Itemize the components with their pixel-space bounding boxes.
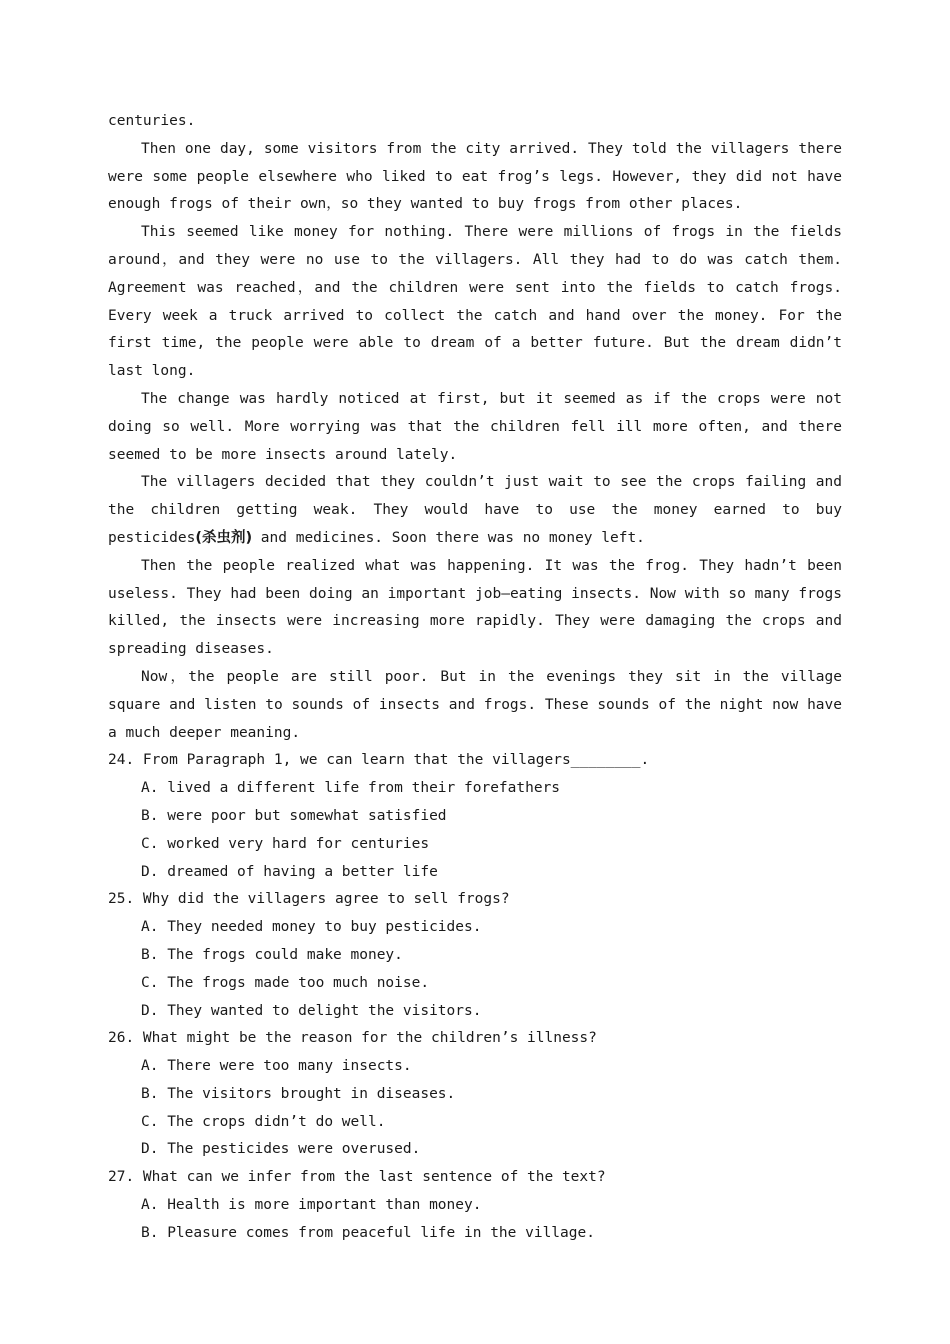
answer-option: C. The crops didn’t do well. [141, 1113, 386, 1130]
document-page [108, 108, 842, 1248]
answer-option: A. lived a different life from their forefathers [141, 780, 561, 797]
answer-option: D. dreamed of having a better life [141, 863, 438, 880]
answer-option: D. They wanted to delight the visitors. [141, 1002, 482, 1019]
question-stem: 24. From Paragraph 1, we can learn that the villagers________. [108, 752, 650, 769]
pesticide-text-before: The villagers decided that they couldn’t just wait to see the crops failing and the children getting weak. They would have to use the money earned to buy pesticides [108, 474, 842, 546]
answer-option: C. worked very hard for centuries [141, 835, 430, 852]
question-25 [108, 886, 842, 1025]
answer-option: B. were poor but somewhat satisfied [141, 807, 447, 824]
question-stem: 25. Why did the villagers agree to sell frogs? [108, 891, 510, 908]
question-27 [108, 1164, 842, 1247]
passage-paragraph: Now，the people are still poor. But in the evenings they sit in the village square and listen to sounds of insects and frogs. These sounds of the night now have a much deeper meaning. [108, 668, 842, 741]
question-stem: 26. What might be the reason for the children’s illness? [108, 1030, 597, 1047]
pesticide-chinese-gloss: (杀虫剂) [195, 529, 253, 546]
passage-fragment: centuries. [108, 113, 196, 129]
answer-option: C. The frogs made too much noise. [141, 974, 430, 991]
answer-option: A. Health is more important than money. [141, 1197, 482, 1214]
pesticide-text-after: and medicines. Soon there was no money left. [252, 529, 645, 546]
passage-paragraph: Then one day, some visitors from the city arrived. They told the villagers there were some people elsewhere who liked to eat frog’s legs. However, they did not have enough frogs of their own，so they wanted to buy frogs from other places. [108, 140, 842, 213]
answer-option: B. The visitors brought in diseases. [141, 1085, 456, 1102]
answer-option: A. They needed money to buy pesticides. [141, 919, 482, 936]
question-26 [108, 1025, 842, 1164]
answer-option: D. The pesticides were overused. [141, 1141, 421, 1158]
passage-paragraph-pesticide [108, 469, 842, 552]
answer-option: B. Pleasure comes from peaceful life in the village. [141, 1224, 595, 1241]
question-stem: 27. What can we infer from the last sentence of the text? [108, 1169, 606, 1186]
passage-paragraph: This seemed like money for nothing. There were millions of frogs in the fields around，and they were no use to the villagers. All they had to do was catch them. Agreement was reached，and the children were sent into the fields to catch frogs. Every week a truck arrived to collect the catch and hand over the money. For the first time, the people were able to dream of a better future. But the dream didn’t last long. [108, 224, 842, 380]
passage-paragraph: Then the people realized what was happening. It was the frog. They hadn’t been useless. They had been doing an important job—eating insects. Now with so many frogs killed, the insects were increasing more rapidly. They were damaging the crops and spreading diseases. [108, 557, 842, 658]
passage-paragraph: The change was hardly noticed at first, but it seemed as if the crops were not doing so well. More worrying was that the children fell ill more often, and there seemed to be more insects around lately. [108, 390, 842, 463]
answer-option: B. The frogs could make money. [141, 946, 403, 963]
question-24 [108, 747, 842, 886]
answer-option: A. There were too many insects. [141, 1058, 412, 1075]
